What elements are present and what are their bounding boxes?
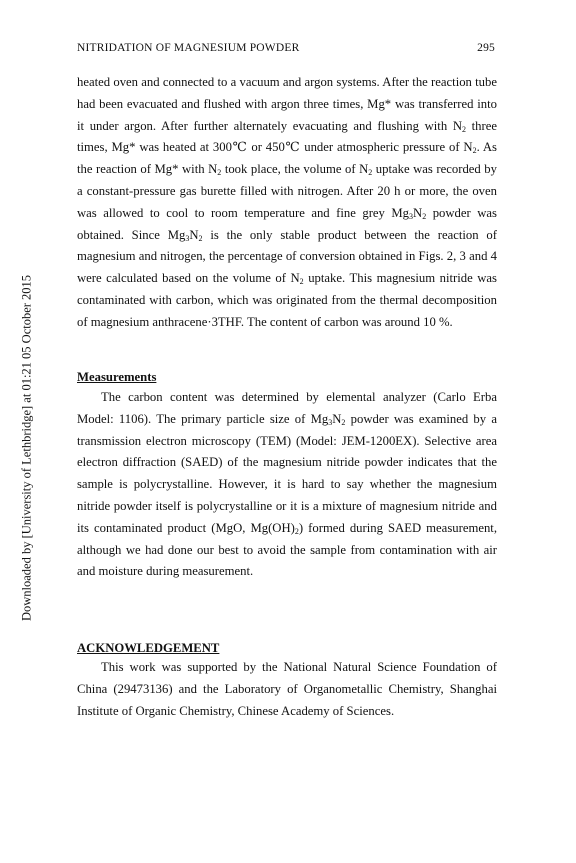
running-title: NITRIDATION OF MAGNESIUM POWDER bbox=[77, 42, 300, 54]
download-watermark: Downloaded by [University of Lethbridge] at 01:21 05 October 2015 bbox=[19, 274, 34, 622]
running-header bbox=[77, 42, 495, 54]
acknowledgement-paragraph: This work was supported by the National Natural Science Foundation of China (29473136) and the Laboratory of Organometallic Chemistry, Shanghai Institute of Organic Chemistry, Chinese Academy of Sciences. bbox=[77, 660, 497, 718]
acknowledgement-heading: ACKNOWLEDGEMENT bbox=[77, 641, 220, 655]
measurements-paragraph: The carbon content was determined by elemental analyzer (Carlo Erba Model: 1106). The primary particle size of $Mg_3N_2$ powder was examined by a transmission electron microscopy (TEM) (Model: JEM-1200EX). Selective area electron diffraction (SAED) of the magnesium nitride powder indicates that the sample is polycrystalline. However, it is hard to say whether the magnesium nitride powder itself is polycrystalline or it is a mixture of magnesium nitride and its contaminated product (MgO, $Mg(OH)_2$) formed during SAED measurement, although we had done our best to avoid the sample from contamination with air and moisture during measurement. bbox=[77, 390, 497, 579]
intro-paragraph: heated oven and connected to a vacuum and argon systems. After the reaction tube had been evacuated and flushed with argon three times, Mg* was transferred into it under argon. After further alternately evacuating and flushing with $N_2$ three times, Mg* was heated at 300℃ or 450℃ under atmospheric pressure of $N_2$. As the reaction of Mg* with $N_2$ took place, the volume of $N_2$ uptake was recorded by a constant-pressure gas burette filled with nitrogen. After 20 h or more, the oven was allowed to cool to room temperature and fine grey $Mg_3N_2$ powder was obtained. Since $Mg_3N_2$ is the only stable product between the reaction of magnesium and nitrogen, the percentage of conversion obtained in Figs. 2, 3 and 4 were calculated based on the volume of $N_2$ uptake. This magnesium nitride was contaminated with carbon, which was originated from the thermal decomposition of magnesium anthracene·3THF. The content of carbon was around 10 %. bbox=[77, 75, 498, 329]
page-number: 295 bbox=[477, 42, 495, 54]
measurements-heading: Measurements bbox=[77, 370, 157, 384]
